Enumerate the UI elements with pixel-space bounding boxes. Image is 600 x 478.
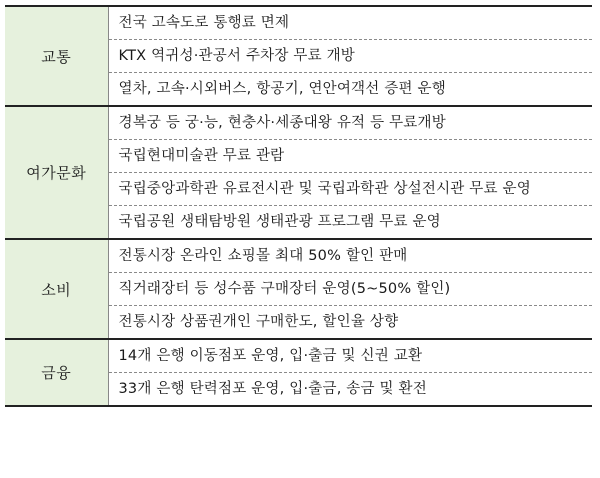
table-row	[5, 106, 592, 140]
table-row	[5, 6, 592, 40]
list-item: 경복궁 등 궁·능, 현충사·세종대왕 유적 등 무료개방	[108, 106, 592, 140]
list-item: KTX 역귀성·관공서 주차장 무료 개방	[108, 40, 592, 73]
table-row	[5, 339, 592, 373]
list-item: 국립현대미술관 무료 관람	[108, 140, 592, 173]
category-transport: 교통	[5, 6, 108, 106]
list-item: 열차, 고속·시외버스, 항공기, 연안여객선 증편 운행	[108, 73, 592, 107]
list-item: 국립중앙과학관 유료전시관 및 국립과학관 상설전시관 무료 운영	[108, 173, 592, 206]
list-item: 전국 고속도로 통행료 면제	[108, 6, 592, 40]
holiday-policy-table	[5, 5, 592, 407]
policy-table-container	[5, 5, 592, 407]
list-item: 직거래장터 등 성수품 구매장터 운영(5~50% 할인)	[108, 273, 592, 306]
list-item: 전통시장 온라인 쇼핑몰 최대 50% 할인 판매	[108, 239, 592, 273]
table-row	[5, 239, 592, 273]
list-item: 전통시장 상품권개인 구매한도, 할인율 상향	[108, 306, 592, 340]
list-item: 14개 은행 이동점포 운영, 입·출금 및 신권 교환	[108, 339, 592, 373]
category-finance: 금융	[5, 339, 108, 406]
category-leisure-culture: 여가문화	[5, 106, 108, 239]
list-item: 국립공원 생태탐방원 생태관광 프로그램 무료 운영	[108, 206, 592, 240]
list-item: 33개 은행 탄력점포 운영, 입·출금, 송금 및 환전	[108, 373, 592, 407]
category-consumption: 소비	[5, 239, 108, 339]
